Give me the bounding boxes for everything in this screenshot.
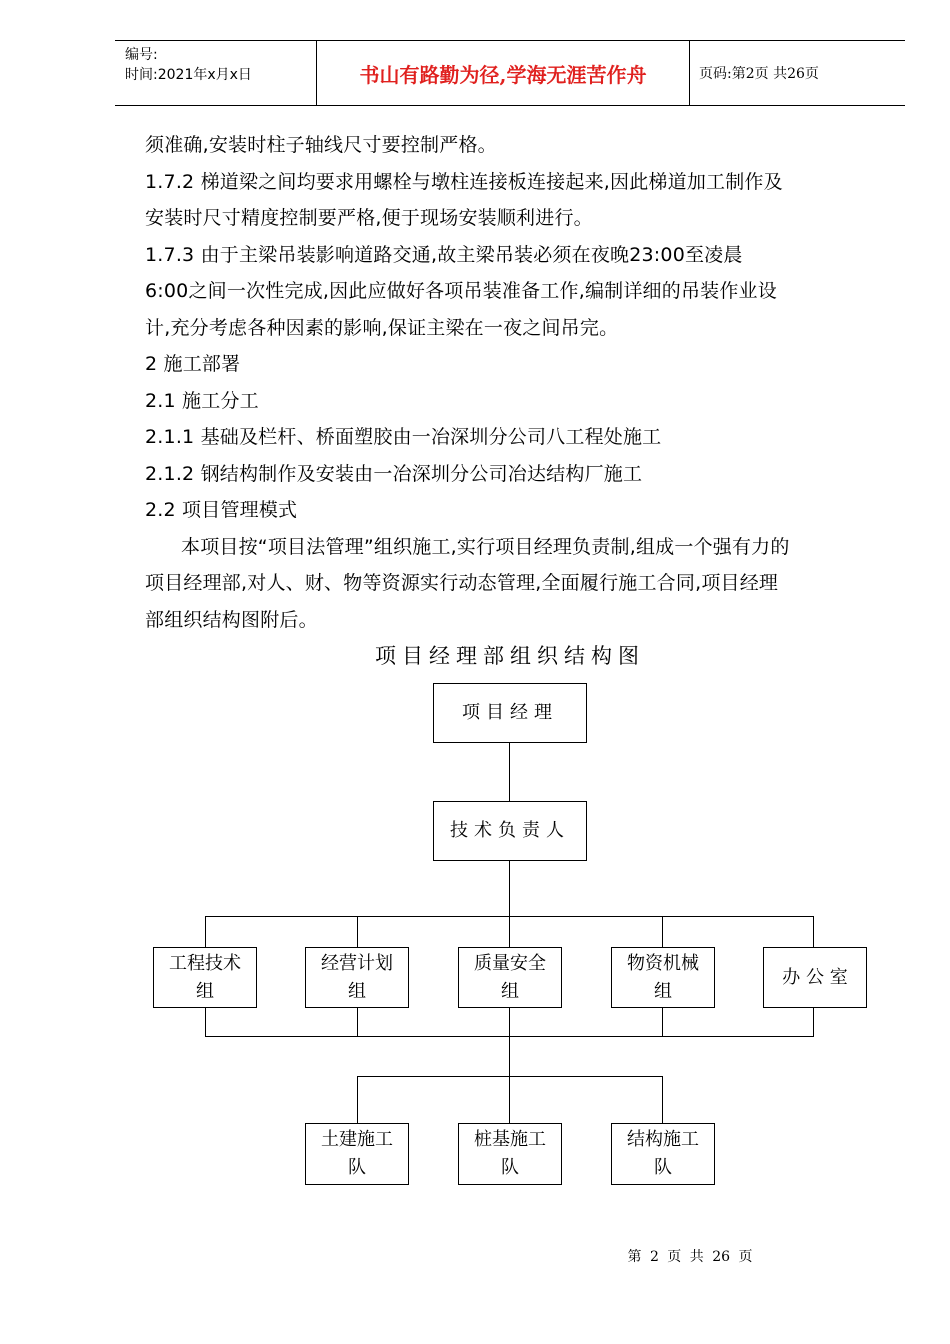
text-line: 6:00之间一次性完成,因此应做好各项吊装准备工作,编制详细的吊装作业设 xyxy=(145,280,777,302)
org-box-team xyxy=(611,1123,715,1185)
text-line: 本项目按“项目法管理”组织施工,实行项目经理负责制,组成一个强有力的 xyxy=(181,535,790,558)
subsection-heading: 2.2 项目管理模式 xyxy=(145,499,298,521)
connector-line xyxy=(509,1076,510,1124)
connector-line xyxy=(357,1076,663,1077)
org-box-group xyxy=(458,947,562,1008)
text-line: 项目经理部,对人、财、物等资源实行动态管理,全面履行施工合同,项目经理 xyxy=(145,572,779,594)
connector-line xyxy=(357,916,358,948)
org-box-technical-lead xyxy=(433,801,587,861)
org-box-label: 桩基施工 xyxy=(474,1129,546,1150)
org-box-label: 办 公 室 xyxy=(782,966,848,988)
org-box-label: 组 xyxy=(348,980,366,1002)
connector-line xyxy=(205,916,206,948)
text-line: 2.1.2 钢结构制作及安装由一冶深圳分公司冶达结构厂施工 xyxy=(145,462,643,485)
page-footer: 第 2 页 共 26 页 xyxy=(627,1249,753,1265)
connector-line xyxy=(509,742,510,801)
text-line: 须准确,安装时柱子轴线尺寸要控制严格。 xyxy=(145,134,497,156)
text-line: 1.7.3 由于主梁吊装影响道路交通,故主梁吊装必须在夜晚23:00至凌晨 xyxy=(145,243,743,266)
org-box-label: 组 xyxy=(196,980,214,1002)
org-box-group xyxy=(305,947,409,1008)
header-meta xyxy=(125,45,252,85)
org-box-label: 结构施工 xyxy=(627,1129,699,1150)
connector-line xyxy=(662,916,663,948)
org-box-office xyxy=(763,947,867,1008)
time-label: 时间:2021年x月x日 xyxy=(125,67,252,83)
section-heading: 2 施工部署 xyxy=(145,353,241,375)
org-box-group xyxy=(153,947,257,1008)
text-line: 2.1.1 基础及栏杆、桥面塑胶由一冶深圳分公司八工程处施工 xyxy=(145,426,662,448)
connector-line xyxy=(205,1007,206,1037)
org-chart-title: 项目经理部组织结构图 xyxy=(375,644,645,668)
connector-line xyxy=(509,1007,510,1037)
org-box-label: 土建施工 xyxy=(321,1129,393,1150)
subsection-heading: 2.1 施工分工 xyxy=(145,389,259,412)
org-box-project-manager xyxy=(433,683,587,743)
org-box-label: 经营计划 xyxy=(321,952,393,974)
connector-line xyxy=(662,1007,663,1037)
connector-line xyxy=(357,1076,358,1124)
org-box-label: 队 xyxy=(654,1157,672,1178)
org-box-team xyxy=(458,1123,562,1185)
header-motto: 书山有路勤为径,学海无涯苦作舟 xyxy=(359,62,647,87)
connector-line xyxy=(509,1036,510,1076)
org-box-label: 组 xyxy=(654,980,672,1002)
org-box-label: 项目经理 xyxy=(462,702,558,723)
org-box-label: 队 xyxy=(348,1157,366,1178)
org-box-label: 组 xyxy=(501,980,519,1002)
connector-line xyxy=(813,1007,814,1037)
body-text xyxy=(145,127,880,638)
header-divider xyxy=(689,41,690,105)
text-line: 部组织结构图附后。 xyxy=(145,608,318,631)
connector-line xyxy=(509,916,510,948)
org-box-label: 队 xyxy=(501,1157,519,1178)
org-box-label: 技术负责人 xyxy=(450,820,570,841)
text-line: 计,充分考虑各种因素的影响,保证主梁在一夜之间吊完。 xyxy=(145,316,619,339)
connector-line xyxy=(662,1076,663,1124)
connector-line xyxy=(509,860,510,917)
serial-number-label: 编号: xyxy=(125,47,158,63)
org-box-label: 工程技术 xyxy=(169,952,241,974)
org-box-team xyxy=(305,1123,409,1185)
connector-line xyxy=(813,916,814,948)
text-line: 1.7.2 梯道梁之间均要求用螺栓与墩柱连接板连接起来,因此梯道加工制作及 xyxy=(145,170,783,193)
org-box-label: 物资机械 xyxy=(627,952,699,974)
connector-line xyxy=(357,1007,358,1037)
org-box-label: 质量安全 xyxy=(474,952,546,974)
page-header xyxy=(115,40,905,106)
text-line: 安装时尺寸精度控制要严格,便于现场安装顺利进行。 xyxy=(145,207,593,229)
org-box-group xyxy=(611,947,715,1008)
header-page-info: 页码:第2页 共26页 xyxy=(699,66,819,82)
